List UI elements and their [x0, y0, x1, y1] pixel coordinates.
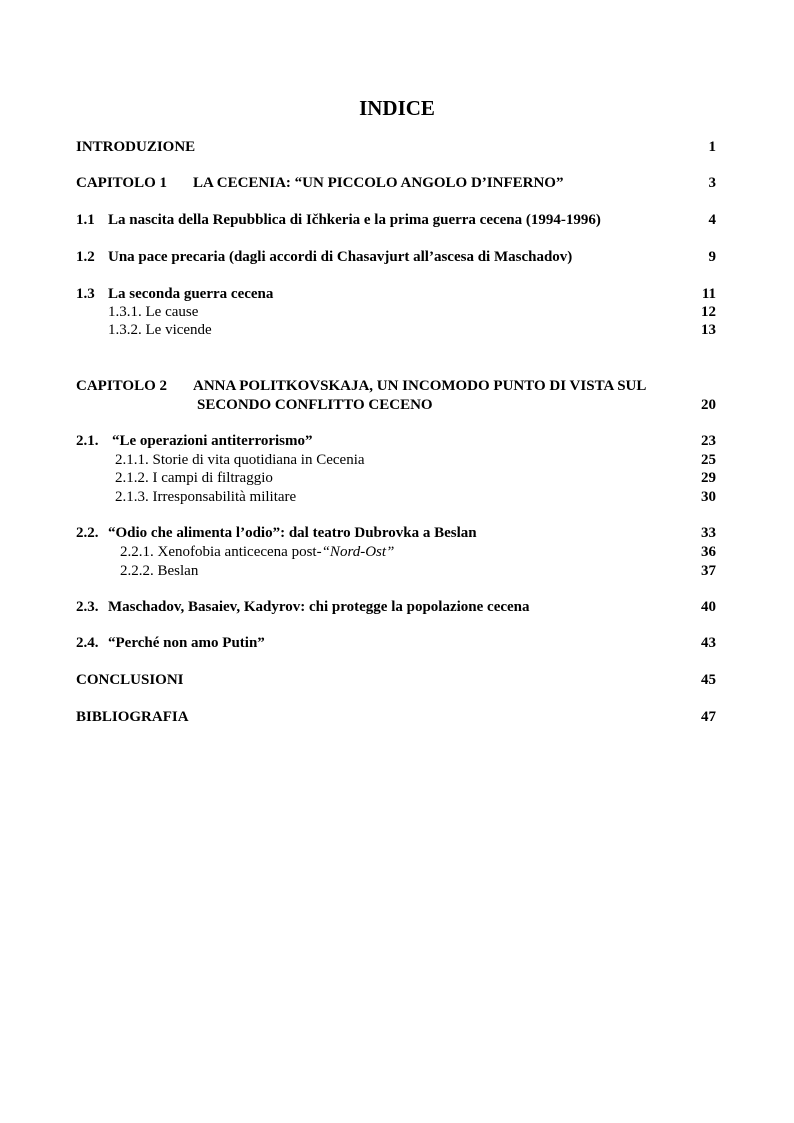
toc-page: 20: [701, 397, 716, 413]
toc-entry-2-1[interactable]: [76, 432, 716, 451]
toc-label: 2.1.1. Storie di vita quotidiana in Cecenia: [115, 452, 365, 468]
toc-entry-conclusions[interactable]: [76, 671, 716, 690]
toc-page: 12: [701, 304, 716, 320]
toc-page: 25: [701, 452, 716, 468]
toc-label: Una pace precaria (dagli accordi di Chasavjurt all’ascesa di Maschadov): [108, 249, 573, 265]
toc-number: 2.3.: [76, 599, 99, 615]
toc-label: Maschadov, Basaiev, Kadyrov: chi protegge la popolazione cecena: [108, 599, 530, 615]
toc-entry-1-3[interactable]: [76, 285, 716, 304]
toc-page: 30: [701, 489, 716, 505]
toc-label: ANNA POLITKOVSKAJA, UN INCOMODO PUNTO DI VISTA SUL: [193, 378, 647, 394]
toc-label: “Odio che alimenta l’odio”: dal teatro Dubrovka a Beslan: [108, 525, 477, 541]
toc-entry-2-1-2[interactable]: [76, 469, 716, 488]
toc-label: INTRODUZIONE: [76, 139, 196, 155]
toc-label: CONCLUSIONI: [76, 672, 184, 688]
toc-page: 11: [701, 286, 716, 302]
toc-page: 4: [708, 212, 716, 228]
toc-label: 1.3.2. Le vicende: [108, 322, 212, 338]
toc-page: 43: [701, 635, 716, 651]
toc-label: 2.2.2. Beslan: [120, 563, 199, 579]
toc-label-text: 2.2.1. Xenofobia anticecena post-: [120, 544, 322, 560]
toc-page: 36: [701, 544, 716, 560]
toc-label: SECONDO CONFLITTO CECENO: [197, 397, 433, 413]
toc-entry-1-3-2[interactable]: [76, 321, 716, 340]
toc-label: 1.3.1. Le cause: [108, 304, 199, 320]
toc-page: 37: [701, 563, 716, 579]
toc-label: BIBLIOGRAFIA: [76, 709, 189, 725]
toc-page: 33: [701, 525, 716, 541]
toc-entry-2-1-1[interactable]: [76, 451, 716, 470]
toc-label: [120, 543, 394, 562]
toc-number: 1.2: [76, 249, 95, 265]
toc-page: 29: [701, 470, 716, 486]
toc-number: 1.3: [76, 286, 95, 302]
toc-number: 1.1: [76, 212, 95, 228]
toc-page: 9: [708, 249, 716, 265]
toc-label: 2.1.3. Irresponsabilità militare: [115, 489, 297, 505]
toc-entry-1-3-1[interactable]: [76, 303, 716, 322]
toc-page: 3: [708, 175, 716, 191]
toc-page: 40: [701, 599, 716, 615]
toc-entry-bibliography[interactable]: [76, 708, 716, 727]
toc-entry-2-2-2[interactable]: [76, 562, 716, 581]
toc-entry-1-1[interactable]: [76, 211, 716, 230]
toc-entry-intro[interactable]: [76, 138, 716, 157]
toc-entry-2-3[interactable]: [76, 598, 716, 617]
toc-label: La nascita della Repubblica di Ičhkeria e la prima guerra cecena (1994-1996): [108, 212, 601, 228]
page-title: INDICE: [359, 96, 435, 120]
toc-page: 13: [701, 322, 716, 338]
toc-label: “Le operazioni antiterrorismo”: [112, 433, 313, 449]
toc-label-italic: “Nord-Ost”: [321, 544, 395, 560]
toc-entry-chapter-1[interactable]: [76, 174, 716, 193]
toc-number: 2.1.: [76, 433, 99, 449]
toc-page: 45: [701, 672, 716, 688]
toc-entry-2-2[interactable]: [76, 524, 716, 543]
toc-label: “Perché non amo Putin”: [108, 635, 265, 651]
toc-page: 47: [701, 709, 716, 725]
toc-entry-2-4[interactable]: [76, 634, 716, 653]
toc-page: 1: [708, 139, 716, 155]
toc-page: 23: [701, 433, 716, 449]
toc-number: 2.2.: [76, 525, 99, 541]
toc-entry-chapter-2[interactable]: [76, 377, 716, 396]
toc-label: LA CECENIA: “UN PICCOLO ANGOLO D’INFERNO”: [193, 175, 564, 191]
toc-number: CAPITOLO 2: [76, 378, 167, 394]
toc-number: 2.4.: [76, 635, 99, 651]
toc-entry-chapter-2-cont[interactable]: [76, 396, 716, 415]
toc-entry-1-2[interactable]: [76, 248, 716, 267]
toc-number: CAPITOLO 1: [76, 175, 167, 191]
toc-label: 2.1.2. I campi di filtraggio: [115, 470, 273, 486]
toc-entry-2-2-1[interactable]: [76, 543, 716, 562]
toc-entry-2-1-3[interactable]: [76, 488, 716, 507]
toc-label: La seconda guerra cecena: [108, 286, 274, 302]
